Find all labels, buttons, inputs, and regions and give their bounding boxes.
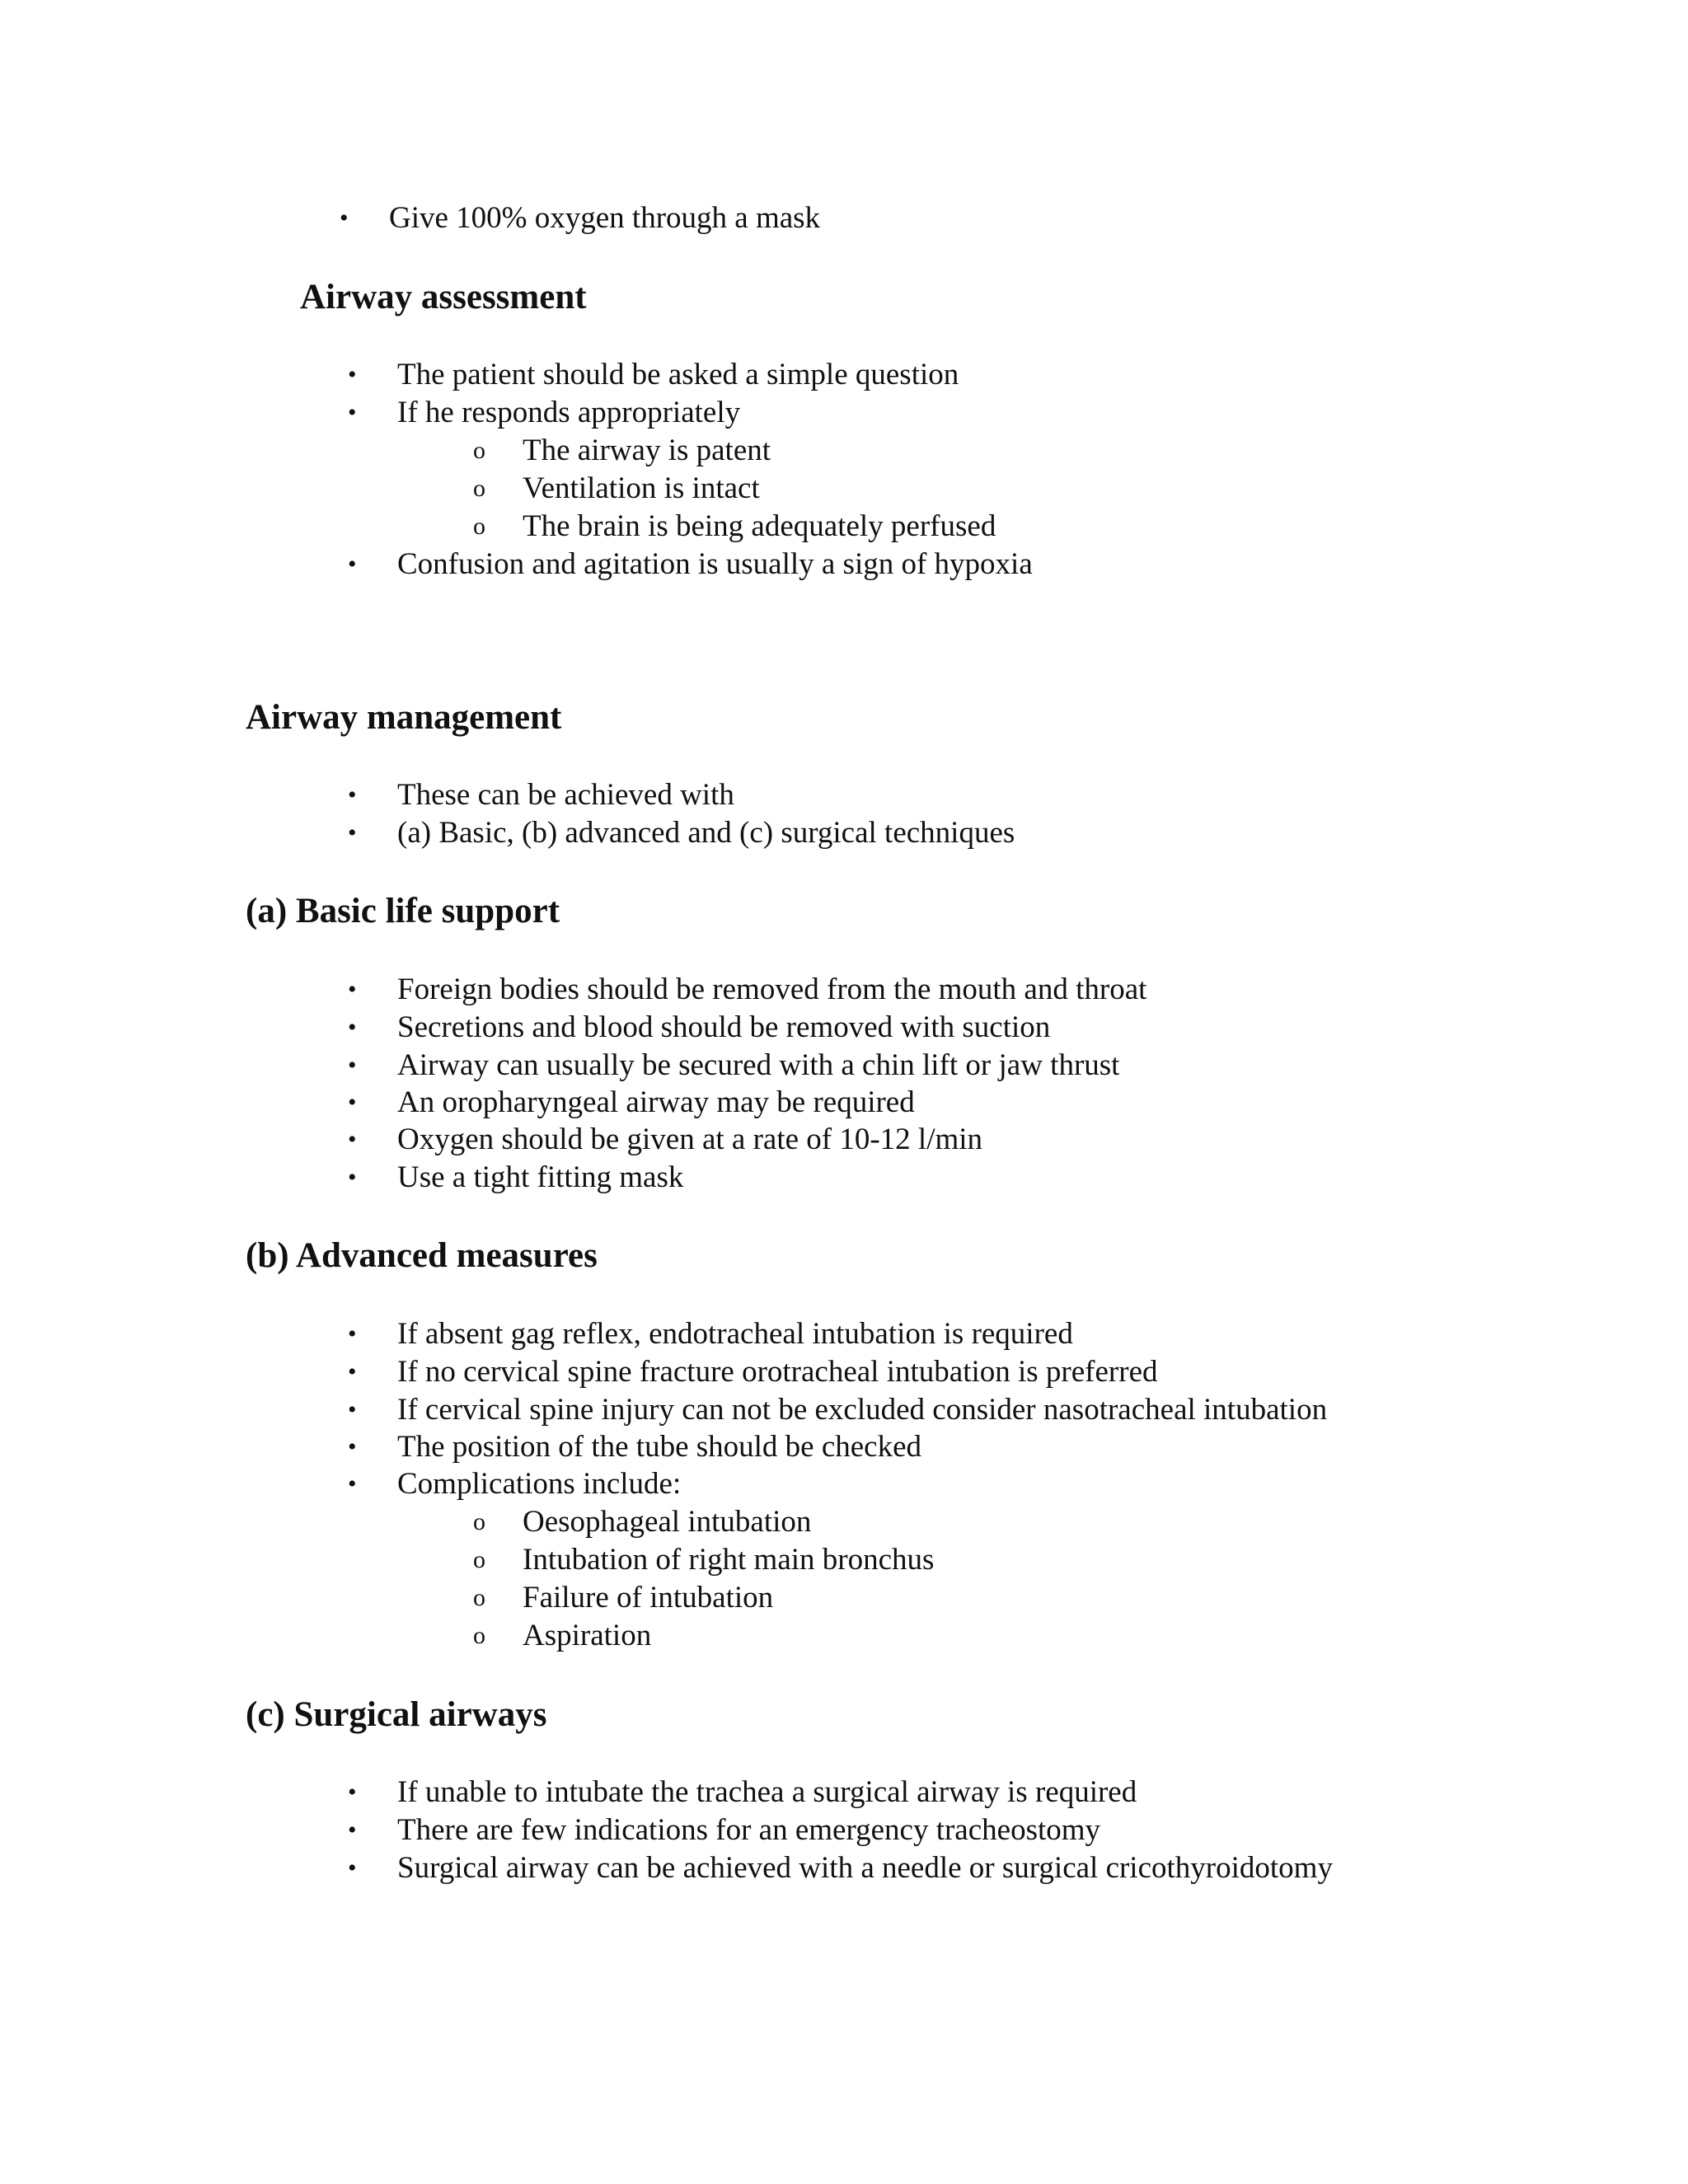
sub-bullet-icon: o xyxy=(473,1584,485,1611)
sub-list-item: Ventilation is intact xyxy=(523,471,760,505)
list-item: Foreign bodies should be removed from the mouth and throat xyxy=(397,972,1147,1006)
bullet-icon: • xyxy=(348,1126,357,1153)
section-heading-airway-assessment: Airway assessment xyxy=(300,278,587,316)
list-item: Airway can usually be secured with a chin lift or jaw thrust xyxy=(397,1048,1120,1082)
list-item: These can be achieved with xyxy=(397,778,734,812)
sub-bullet-icon: o xyxy=(473,1508,485,1535)
bullet-icon: • xyxy=(348,1052,357,1079)
list-item: If no cervical spine fracture orotracheal intubation is preferred xyxy=(397,1355,1158,1389)
list-item: Secretions and blood should be removed with suction xyxy=(397,1010,1051,1044)
sub-list-item: Failure of intubation xyxy=(523,1581,774,1615)
sub-list-item: Intubation of right main bronchus xyxy=(523,1543,935,1577)
sub-bullet-icon: o xyxy=(473,475,485,502)
bullet-icon: • xyxy=(348,1816,357,1844)
bullet-icon: • xyxy=(348,1396,357,1423)
bullet-icon: • xyxy=(348,1470,357,1497)
bullet-icon: • xyxy=(348,1320,357,1347)
section-heading-airway-management: Airway management xyxy=(246,698,562,737)
bullet-icon: • xyxy=(340,204,349,232)
top-list-item: Give 100% oxygen through a mask xyxy=(389,201,821,235)
bullet-icon: • xyxy=(348,1089,357,1116)
list-item: An oropharyngeal airway may be required xyxy=(397,1085,915,1119)
bullet-icon: • xyxy=(348,1164,357,1191)
list-item: If absent gag reflex, endotracheal intubation is required xyxy=(397,1317,1073,1351)
list-item: Use a tight fitting mask xyxy=(397,1160,684,1194)
sub-list-item: Oesophageal intubation xyxy=(523,1505,812,1539)
bullet-icon: • xyxy=(348,976,357,1003)
bullet-icon: • xyxy=(348,1433,357,1460)
sub-list-item: The airway is patent xyxy=(523,434,771,467)
bullet-icon: • xyxy=(348,399,357,426)
list-item: Confusion and agitation is usually a sign of hypoxia xyxy=(397,547,1033,581)
sub-bullet-icon: o xyxy=(473,1546,485,1573)
sub-bullet-icon: o xyxy=(473,437,485,464)
sub-bullet-icon: o xyxy=(473,513,485,540)
list-item: The patient should be asked a simple question xyxy=(397,358,959,391)
bullet-icon: • xyxy=(348,1854,357,1882)
bullet-icon: • xyxy=(348,1014,357,1041)
sub-bullet-icon: o xyxy=(473,1622,485,1649)
bullet-icon: • xyxy=(348,1779,357,1806)
sub-list-item: Aspiration xyxy=(523,1619,652,1652)
sub-list-item: The brain is being adequately perfused xyxy=(523,509,996,543)
list-item: Surgical airway can be achieved with a needle or surgical cricothyroidotomy xyxy=(397,1851,1333,1885)
bullet-icon: • xyxy=(348,361,357,388)
list-item: Complications include: xyxy=(397,1467,682,1501)
list-item: The position of the tube should be checked xyxy=(397,1430,922,1464)
bullet-icon: • xyxy=(348,551,357,578)
list-item: If he responds appropriately xyxy=(397,396,741,429)
list-item: If unable to intubate the trachea a surgical airway is required xyxy=(397,1775,1137,1809)
list-item: (a) Basic, (b) advanced and (c) surgical techniques xyxy=(397,816,1015,850)
section-heading-basic-life-support: (a) Basic life support xyxy=(246,892,560,930)
bullet-icon: • xyxy=(348,1358,357,1385)
section-heading-advanced-measures: (b) Advanced measures xyxy=(246,1236,598,1275)
bullet-icon: • xyxy=(348,781,357,808)
bullet-icon: • xyxy=(348,819,357,846)
section-heading-surgical-airways: (c) Surgical airways xyxy=(246,1695,547,1734)
list-item: There are few indications for an emergency tracheostomy xyxy=(397,1813,1101,1847)
list-item: Oxygen should be given at a rate of 10-12 l/min xyxy=(397,1122,983,1156)
list-item: If cervical spine injury can not be excluded consider nasotracheal intubation xyxy=(397,1393,1328,1427)
